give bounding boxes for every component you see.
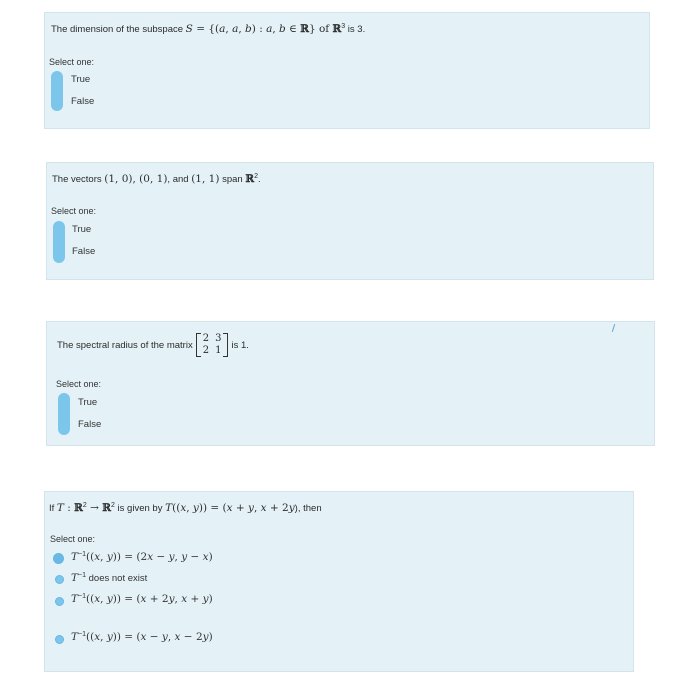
select-one-label: Select one: (50, 534, 96, 544)
option-false[interactable]: False (78, 419, 102, 430)
radio-highlight[interactable] (51, 71, 63, 111)
question-card-4 (44, 491, 634, 672)
option-2[interactable]: $T^{-1}$ does not exist (71, 572, 148, 585)
radio-option-2[interactable] (55, 575, 64, 584)
option-false[interactable]: False (72, 246, 96, 257)
option-1[interactable]: $T^{-1}((x$, y)) = (2x − y, y − x) (71, 551, 213, 564)
question-text: The vectors (1, 0), (0, 1), and (1, 1) span ℝ$^2$. (52, 173, 261, 186)
question-text: The dimension of the subspace S = {(a, a, b) : a, b ∈ ℝ} of ℝ$^3$ is 3. (51, 23, 366, 36)
cursor-mark (612, 324, 615, 332)
question-card-3 (46, 321, 655, 446)
select-one-label: Select one: (49, 57, 95, 67)
question-card-1 (44, 12, 650, 129)
matrix: 2 3 2 1 (196, 333, 229, 357)
question-card-2 (46, 162, 654, 280)
radio-option-4[interactable] (55, 635, 64, 644)
option-false[interactable]: False (71, 96, 95, 107)
option-true[interactable]: True (72, 224, 92, 235)
select-one-label: Select one: (51, 206, 97, 216)
question-text: The spectral radius of the matrix 2 3 2 1 is 1. (57, 333, 249, 356)
radio-option-3[interactable] (55, 597, 64, 606)
radio-highlight[interactable] (53, 221, 65, 263)
option-4[interactable]: $T^{-1}((x$, y)) = (x − y, x − 2y) (71, 631, 213, 644)
radio-highlight[interactable] (58, 393, 70, 435)
option-3[interactable]: $T^{-1}((x$, y)) = (x + 2y, x + y) (71, 593, 213, 606)
option-true[interactable]: True (71, 74, 91, 85)
option-true[interactable]: True (78, 397, 98, 408)
question-text: If T : ℝ$^2$ → ℝ$^2$ is given by T((x, y)) = (x + y, x + 2y), then (49, 502, 322, 515)
select-one-label: Select one: (56, 379, 102, 389)
radio-option-1[interactable] (53, 553, 64, 564)
